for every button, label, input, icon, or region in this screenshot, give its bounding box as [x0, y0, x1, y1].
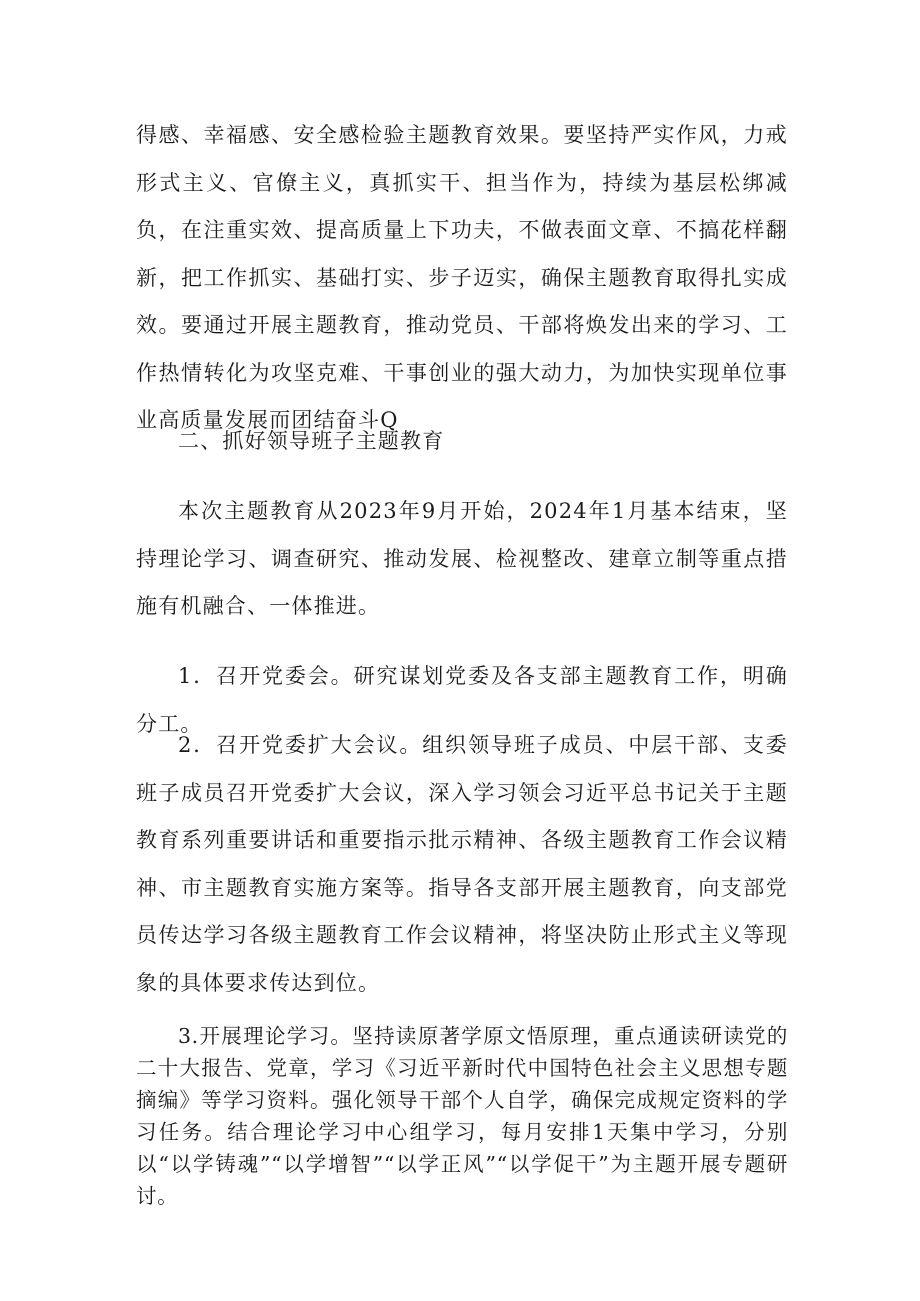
intro-paragraph: 本次主题教育从2023年9月开始，2024年1月基本结束，坚持理论学习、调查研究、推动发展、检视整改、建章立制等重点措施有机融合、一体推进。 — [136, 499, 788, 618]
list-item-1: 1．召开党委会。研究谋划党委及各支部主题教育工作，明确分工。 — [136, 664, 788, 736]
continuation-paragraph: 得感、幸福感、安全感检验主题教育效果。要坚持严实作风，力戒形式主义、官僚主义，真抓实干、担当作为，持续为基层松绑减负，在注重实效、提高质量上下功夫，不做表面文章、不搞花样翻新，把工作抓实、基础打实、步子迈实，确保主题教育取得扎实成效。要通过开展主题教育，推动党员、干部将焕发出来的学习、工作热情转化为攻坚克难、干事创业的强大动力，为加快实现单位事业高质量发展而团结奋斗Q — [136, 123, 788, 432]
list-item-3: 3.开展理论学习。坚持读原著学原文悟原理，重点通读研读党的二十大报告、党章，学习《习近平新时代中国特色社会主义思想专题摘编》等学习资料。强化领导干部个人自学，确保完成规定资料的学习任务。结合理论学习中心组学习，每月安排1天集中学习，分别以“以学铸魂”“以学增智”“以学正风”“以学促干”为主题开展专题研讨。 — [136, 1024, 788, 1208]
list-item-2: 2．召开党委扩大会议。组织领导班子成员、中层干部、支委班子成员召开党委扩大会议，深入学习领会习近平总书记关于主题教育系列重要讲话和重要指示批示精神、各级主题教育工作会议精神、市主题教育实施方案等。指导各支部开展主题教育，向支部党员传达学习各级主题教育工作会议精神，将坚决防止形式主义等现象的具体要求传达到位。 — [136, 733, 788, 995]
section-heading: 二、抓好领导班子主题教育 — [178, 429, 445, 453]
